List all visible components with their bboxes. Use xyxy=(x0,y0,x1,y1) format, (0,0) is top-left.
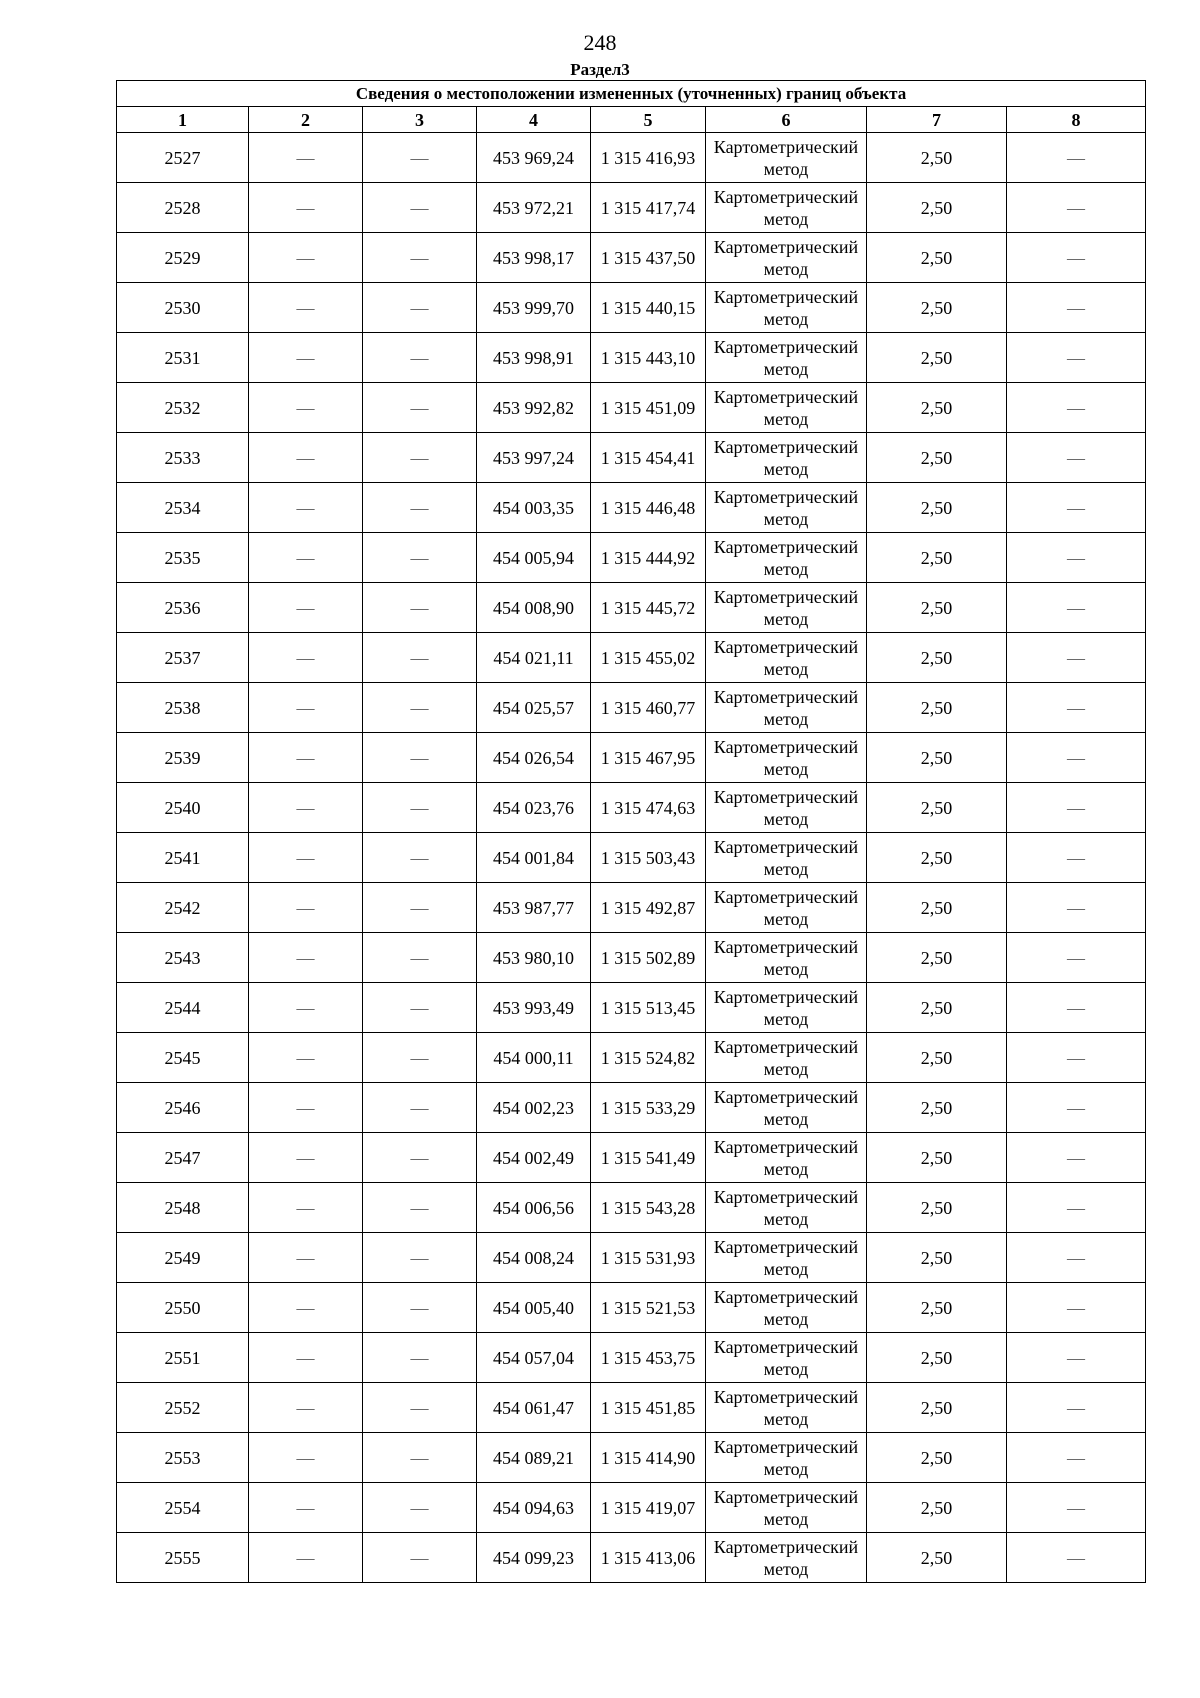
col-8-value: — xyxy=(1007,633,1146,683)
table-row xyxy=(117,433,1146,483)
point-number: 2532 xyxy=(117,383,249,433)
point-number: 2554 xyxy=(117,1483,249,1533)
accuracy: 2,50 xyxy=(867,833,1007,883)
col-2-value: — xyxy=(249,483,363,533)
x-coordinate: 454 025,57 xyxy=(477,683,591,733)
table-row xyxy=(117,833,1146,883)
x-coordinate: 454 023,76 xyxy=(477,783,591,833)
point-number: 2542 xyxy=(117,883,249,933)
x-coordinate: 453 992,82 xyxy=(477,383,591,433)
accuracy: 2,50 xyxy=(867,1483,1007,1533)
point-number: 2541 xyxy=(117,833,249,883)
y-coordinate: 1 315 446,48 xyxy=(591,483,706,533)
accuracy: 2,50 xyxy=(867,1283,1007,1333)
col-3-value: — xyxy=(363,133,477,183)
accuracy: 2,50 xyxy=(867,233,1007,283)
col-3-value: — xyxy=(363,1133,477,1183)
col-3-value: — xyxy=(363,233,477,283)
point-number: 2540 xyxy=(117,783,249,833)
column-number: 4 xyxy=(477,107,591,133)
y-coordinate: 1 315 502,89 xyxy=(591,933,706,983)
col-2-value: — xyxy=(249,1433,363,1483)
accuracy: 2,50 xyxy=(867,633,1007,683)
point-number: 2537 xyxy=(117,633,249,683)
method: Картометрический метод xyxy=(706,383,867,433)
col-3-value: — xyxy=(363,633,477,683)
y-coordinate: 1 315 531,93 xyxy=(591,1233,706,1283)
accuracy: 2,50 xyxy=(867,983,1007,1033)
table-row xyxy=(117,533,1146,583)
col-3-value: — xyxy=(363,1383,477,1433)
point-number: 2547 xyxy=(117,1133,249,1183)
method: Картометрический метод xyxy=(706,1433,867,1483)
x-coordinate: 453 997,24 xyxy=(477,433,591,483)
point-number: 2549 xyxy=(117,1233,249,1283)
table-row xyxy=(117,1233,1146,1283)
col-8-value: — xyxy=(1007,983,1146,1033)
col-2-value: — xyxy=(249,383,363,433)
point-number: 2536 xyxy=(117,583,249,633)
accuracy: 2,50 xyxy=(867,1533,1007,1583)
point-number: 2529 xyxy=(117,233,249,283)
col-2-value: — xyxy=(249,533,363,583)
accuracy: 2,50 xyxy=(867,1183,1007,1233)
method: Картометрический метод xyxy=(706,783,867,833)
method: Картометрический метод xyxy=(706,1333,867,1383)
table-row xyxy=(117,1433,1146,1483)
accuracy: 2,50 xyxy=(867,1333,1007,1383)
col-8-value: — xyxy=(1007,833,1146,883)
col-8-value: — xyxy=(1007,233,1146,283)
point-number: 2546 xyxy=(117,1083,249,1133)
col-2-value: — xyxy=(249,183,363,233)
column-number: 1 xyxy=(117,107,249,133)
table-caption: Сведения о местоположении измененных (уточненных) границ объекта xyxy=(117,81,1146,107)
x-coordinate: 454 005,94 xyxy=(477,533,591,583)
col-3-value: — xyxy=(363,983,477,1033)
col-8-value: — xyxy=(1007,683,1146,733)
col-8-value: — xyxy=(1007,583,1146,633)
col-3-value: — xyxy=(363,383,477,433)
column-number-row xyxy=(117,107,1146,133)
table-row xyxy=(117,233,1146,283)
table-row xyxy=(117,983,1146,1033)
col-8-value: — xyxy=(1007,1483,1146,1533)
x-coordinate: 453 972,21 xyxy=(477,183,591,233)
y-coordinate: 1 315 451,85 xyxy=(591,1383,706,1433)
method: Картометрический метод xyxy=(706,1533,867,1583)
method: Картометрический метод xyxy=(706,583,867,633)
table-row xyxy=(117,633,1146,683)
method: Картометрический метод xyxy=(706,1033,867,1083)
x-coordinate: 454 057,04 xyxy=(477,1333,591,1383)
table-body xyxy=(117,133,1146,1583)
table-caption-row xyxy=(117,81,1146,107)
accuracy: 2,50 xyxy=(867,1083,1007,1133)
col-3-value: — xyxy=(363,783,477,833)
y-coordinate: 1 315 414,90 xyxy=(591,1433,706,1483)
col-8-value: — xyxy=(1007,433,1146,483)
col-8-value: — xyxy=(1007,1183,1146,1233)
x-coordinate: 454 000,11 xyxy=(477,1033,591,1083)
col-2-value: — xyxy=(249,783,363,833)
method: Картометрический метод xyxy=(706,333,867,383)
method: Картометрический метод xyxy=(706,733,867,783)
point-number: 2553 xyxy=(117,1433,249,1483)
x-coordinate: 454 005,40 xyxy=(477,1283,591,1333)
point-number: 2528 xyxy=(117,183,249,233)
method: Картометрический метод xyxy=(706,1183,867,1233)
column-number: 7 xyxy=(867,107,1007,133)
method: Картометрический метод xyxy=(706,1383,867,1433)
x-coordinate: 453 998,91 xyxy=(477,333,591,383)
accuracy: 2,50 xyxy=(867,733,1007,783)
col-2-value: — xyxy=(249,1183,363,1233)
x-coordinate: 453 987,77 xyxy=(477,883,591,933)
col-2-value: — xyxy=(249,633,363,683)
accuracy: 2,50 xyxy=(867,1383,1007,1433)
col-3-value: — xyxy=(363,1033,477,1083)
table-row xyxy=(117,283,1146,333)
col-2-value: — xyxy=(249,433,363,483)
accuracy: 2,50 xyxy=(867,333,1007,383)
y-coordinate: 1 315 513,45 xyxy=(591,983,706,1033)
y-coordinate: 1 315 445,72 xyxy=(591,583,706,633)
accuracy: 2,50 xyxy=(867,383,1007,433)
y-coordinate: 1 315 437,50 xyxy=(591,233,706,283)
method: Картометрический метод xyxy=(706,983,867,1033)
point-number: 2533 xyxy=(117,433,249,483)
accuracy: 2,50 xyxy=(867,933,1007,983)
table-row xyxy=(117,883,1146,933)
column-number: 8 xyxy=(1007,107,1146,133)
x-coordinate: 454 026,54 xyxy=(477,733,591,783)
table-row xyxy=(117,1383,1146,1433)
col-2-value: — xyxy=(249,1283,363,1333)
col-8-value: — xyxy=(1007,533,1146,583)
x-coordinate: 454 061,47 xyxy=(477,1383,591,1433)
table-row xyxy=(117,683,1146,733)
col-3-value: — xyxy=(363,733,477,783)
y-coordinate: 1 315 417,74 xyxy=(591,183,706,233)
x-coordinate: 454 001,84 xyxy=(477,833,591,883)
table-row xyxy=(117,133,1146,183)
col-3-value: — xyxy=(363,483,477,533)
x-coordinate: 454 002,49 xyxy=(477,1133,591,1183)
table-row xyxy=(117,733,1146,783)
col-8-value: — xyxy=(1007,1533,1146,1583)
y-coordinate: 1 315 454,41 xyxy=(591,433,706,483)
col-3-value: — xyxy=(363,433,477,483)
col-2-value: — xyxy=(249,283,363,333)
method: Картометрический метод xyxy=(706,883,867,933)
table-row xyxy=(117,1083,1146,1133)
col-3-value: — xyxy=(363,183,477,233)
point-number: 2530 xyxy=(117,283,249,333)
col-8-value: — xyxy=(1007,333,1146,383)
accuracy: 2,50 xyxy=(867,133,1007,183)
point-number: 2527 xyxy=(117,133,249,183)
col-2-value: — xyxy=(249,883,363,933)
col-8-value: — xyxy=(1007,1133,1146,1183)
col-8-value: — xyxy=(1007,1333,1146,1383)
col-8-value: — xyxy=(1007,1083,1146,1133)
point-number: 2550 xyxy=(117,1283,249,1333)
method: Картометрический метод xyxy=(706,933,867,983)
x-coordinate: 453 993,49 xyxy=(477,983,591,1033)
col-3-value: — xyxy=(363,1183,477,1233)
table-row xyxy=(117,1033,1146,1083)
table-row xyxy=(117,1533,1146,1583)
point-number: 2545 xyxy=(117,1033,249,1083)
y-coordinate: 1 315 503,43 xyxy=(591,833,706,883)
col-3-value: — xyxy=(363,1283,477,1333)
method: Картометрический метод xyxy=(706,533,867,583)
table-row xyxy=(117,1333,1146,1383)
point-number: 2551 xyxy=(117,1333,249,1383)
col-2-value: — xyxy=(249,833,363,883)
col-2-value: — xyxy=(249,333,363,383)
col-8-value: — xyxy=(1007,883,1146,933)
accuracy: 2,50 xyxy=(867,433,1007,483)
col-8-value: — xyxy=(1007,783,1146,833)
col-3-value: — xyxy=(363,833,477,883)
accuracy: 2,50 xyxy=(867,1433,1007,1483)
method: Картометрический метод xyxy=(706,1233,867,1283)
col-2-value: — xyxy=(249,1533,363,1583)
col-2-value: — xyxy=(249,1033,363,1083)
col-8-value: — xyxy=(1007,483,1146,533)
table-row xyxy=(117,483,1146,533)
col-3-value: — xyxy=(363,1433,477,1483)
y-coordinate: 1 315 451,09 xyxy=(591,383,706,433)
accuracy: 2,50 xyxy=(867,1033,1007,1083)
col-8-value: — xyxy=(1007,383,1146,433)
accuracy: 2,50 xyxy=(867,883,1007,933)
x-coordinate: 454 003,35 xyxy=(477,483,591,533)
y-coordinate: 1 315 524,82 xyxy=(591,1033,706,1083)
x-coordinate: 453 999,70 xyxy=(477,283,591,333)
point-number: 2538 xyxy=(117,683,249,733)
col-2-value: — xyxy=(249,1083,363,1133)
method: Картометрический метод xyxy=(706,133,867,183)
col-2-value: — xyxy=(249,1233,363,1283)
col-8-value: — xyxy=(1007,183,1146,233)
col-2-value: — xyxy=(249,1383,363,1433)
table-row xyxy=(117,1183,1146,1233)
col-8-value: — xyxy=(1007,1283,1146,1333)
x-coordinate: 454 089,21 xyxy=(477,1433,591,1483)
y-coordinate: 1 315 413,06 xyxy=(591,1533,706,1583)
coordinates-table xyxy=(116,80,1146,1583)
col-3-value: — xyxy=(363,1483,477,1533)
y-coordinate: 1 315 419,07 xyxy=(591,1483,706,1533)
accuracy: 2,50 xyxy=(867,283,1007,333)
method: Картометрический метод xyxy=(706,233,867,283)
accuracy: 2,50 xyxy=(867,683,1007,733)
y-coordinate: 1 315 543,28 xyxy=(591,1183,706,1233)
accuracy: 2,50 xyxy=(867,783,1007,833)
y-coordinate: 1 315 521,53 xyxy=(591,1283,706,1333)
col-3-value: — xyxy=(363,583,477,633)
column-number: 3 xyxy=(363,107,477,133)
point-number: 2534 xyxy=(117,483,249,533)
section-title: Раздел3 xyxy=(570,60,630,79)
accuracy: 2,50 xyxy=(867,1133,1007,1183)
table-row xyxy=(117,1283,1146,1333)
col-8-value: — xyxy=(1007,1383,1146,1433)
col-2-value: — xyxy=(249,933,363,983)
y-coordinate: 1 315 443,10 xyxy=(591,333,706,383)
col-2-value: — xyxy=(249,983,363,1033)
col-3-value: — xyxy=(363,1083,477,1133)
column-number: 5 xyxy=(591,107,706,133)
col-3-value: — xyxy=(363,1233,477,1283)
x-coordinate: 454 008,24 xyxy=(477,1233,591,1283)
x-coordinate: 453 969,24 xyxy=(477,133,591,183)
x-coordinate: 454 099,23 xyxy=(477,1533,591,1583)
col-8-value: — xyxy=(1007,1033,1146,1083)
point-number: 2552 xyxy=(117,1383,249,1433)
table-row xyxy=(117,1483,1146,1533)
col-2-value: — xyxy=(249,233,363,283)
table-row xyxy=(117,1133,1146,1183)
y-coordinate: 1 315 474,63 xyxy=(591,783,706,833)
accuracy: 2,50 xyxy=(867,583,1007,633)
col-8-value: — xyxy=(1007,283,1146,333)
col-2-value: — xyxy=(249,583,363,633)
method: Картометрический метод xyxy=(706,1483,867,1533)
col-3-value: — xyxy=(363,683,477,733)
point-number: 2543 xyxy=(117,933,249,983)
table-row xyxy=(117,183,1146,233)
method: Картометрический метод xyxy=(706,183,867,233)
accuracy: 2,50 xyxy=(867,533,1007,583)
table-row xyxy=(117,933,1146,983)
y-coordinate: 1 315 453,75 xyxy=(591,1333,706,1383)
col-8-value: — xyxy=(1007,733,1146,783)
point-number: 2544 xyxy=(117,983,249,1033)
point-number: 2555 xyxy=(117,1533,249,1583)
method: Картометрический метод xyxy=(706,1283,867,1333)
y-coordinate: 1 315 444,92 xyxy=(591,533,706,583)
point-number: 2531 xyxy=(117,333,249,383)
y-coordinate: 1 315 467,95 xyxy=(591,733,706,783)
col-3-value: — xyxy=(363,1333,477,1383)
col-3-value: — xyxy=(363,1533,477,1583)
col-8-value: — xyxy=(1007,933,1146,983)
col-2-value: — xyxy=(249,1333,363,1383)
y-coordinate: 1 315 440,15 xyxy=(591,283,706,333)
y-coordinate: 1 315 460,77 xyxy=(591,683,706,733)
point-number: 2535 xyxy=(117,533,249,583)
method: Картометрический метод xyxy=(706,433,867,483)
accuracy: 2,50 xyxy=(867,483,1007,533)
point-number: 2548 xyxy=(117,1183,249,1233)
x-coordinate: 454 002,23 xyxy=(477,1083,591,1133)
accuracy: 2,50 xyxy=(867,183,1007,233)
col-2-value: — xyxy=(249,133,363,183)
method: Картометрический метод xyxy=(706,1083,867,1133)
method: Картометрический метод xyxy=(706,833,867,883)
col-2-value: — xyxy=(249,1133,363,1183)
col-8-value: — xyxy=(1007,1233,1146,1283)
col-2-value: — xyxy=(249,1483,363,1533)
table-row xyxy=(117,783,1146,833)
table-row xyxy=(117,333,1146,383)
col-3-value: — xyxy=(363,283,477,333)
col-8-value: — xyxy=(1007,133,1146,183)
method: Картометрический метод xyxy=(706,683,867,733)
method: Картометрический метод xyxy=(706,1133,867,1183)
x-coordinate: 454 094,63 xyxy=(477,1483,591,1533)
method: Картометрический метод xyxy=(706,283,867,333)
point-number: 2539 xyxy=(117,733,249,783)
x-coordinate: 454 021,11 xyxy=(477,633,591,683)
method: Картометрический метод xyxy=(706,633,867,683)
y-coordinate: 1 315 455,02 xyxy=(591,633,706,683)
col-2-value: — xyxy=(249,683,363,733)
col-2-value: — xyxy=(249,733,363,783)
col-3-value: — xyxy=(363,333,477,383)
x-coordinate: 453 980,10 xyxy=(477,933,591,983)
y-coordinate: 1 315 541,49 xyxy=(591,1133,706,1183)
table-row xyxy=(117,583,1146,633)
page-number: 248 xyxy=(583,30,617,55)
accuracy: 2,50 xyxy=(867,1233,1007,1283)
column-number: 2 xyxy=(249,107,363,133)
y-coordinate: 1 315 533,29 xyxy=(591,1083,706,1133)
col-3-value: — xyxy=(363,533,477,583)
col-3-value: — xyxy=(363,883,477,933)
x-coordinate: 454 008,90 xyxy=(477,583,591,633)
table-row xyxy=(117,383,1146,433)
col-8-value: — xyxy=(1007,1433,1146,1483)
y-coordinate: 1 315 492,87 xyxy=(591,883,706,933)
x-coordinate: 454 006,56 xyxy=(477,1183,591,1233)
method: Картометрический метод xyxy=(706,483,867,533)
col-3-value: — xyxy=(363,933,477,983)
column-number: 6 xyxy=(706,107,867,133)
x-coordinate: 453 998,17 xyxy=(477,233,591,283)
y-coordinate: 1 315 416,93 xyxy=(591,133,706,183)
